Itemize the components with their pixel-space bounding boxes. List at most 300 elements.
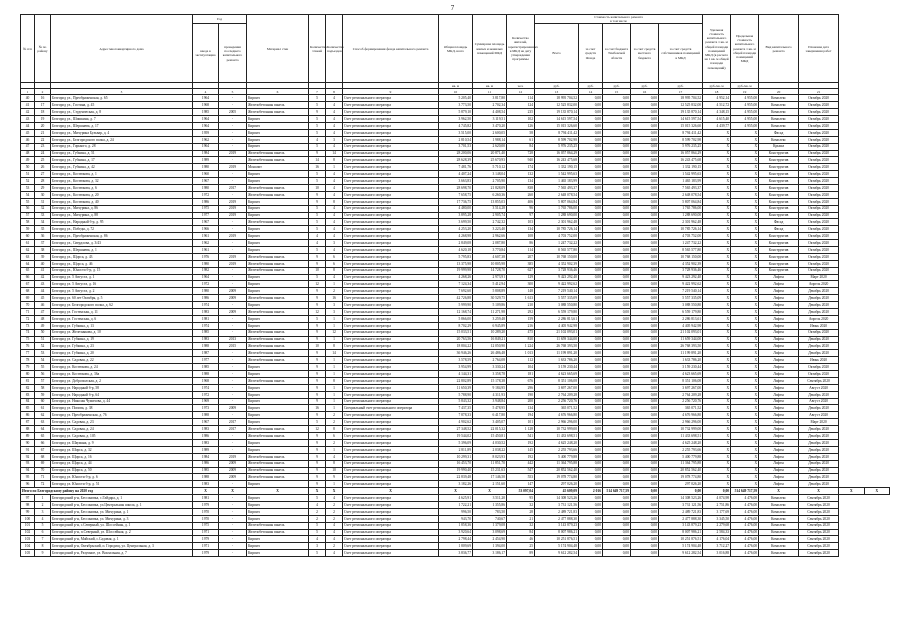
table-cell: 14 615 597,54 — [535, 116, 579, 123]
table-cell: Счет регионального оператора — [343, 143, 439, 150]
table-cell: 3 223,40 — [473, 226, 507, 233]
table-cell: 2 811,89 — [439, 446, 473, 453]
table-cell: 40 — [35, 260, 51, 267]
column-number-cell: 9 — [343, 89, 439, 95]
col-group-header: Год — [193, 15, 247, 24]
table-cell: 3 728 936,46 — [659, 267, 703, 274]
table-cell: 1979 — [193, 536, 219, 543]
table-cell: 26 — [35, 164, 51, 171]
table-cell: 0,00 — [579, 288, 603, 295]
table-cell: 101 — [21, 522, 35, 529]
table-cell: 22 802,89 — [439, 377, 473, 384]
table-cell: 15 231,63 — [473, 467, 507, 474]
table-cell: 0,00 — [579, 474, 603, 481]
table-cell: 1 013 — [507, 350, 535, 357]
table-cell: Белгородский р-н, Бессоновка, ул. Мичурина, д. 1 — [51, 508, 193, 515]
table-cell: 0,00 — [579, 136, 603, 143]
table-cell: 0,00 — [631, 439, 659, 446]
table-cell: Декабрь 2020 — [799, 439, 839, 446]
table-cell: 0,00 — [579, 309, 603, 316]
table-cell: 17 146,50 — [473, 474, 507, 481]
table-cell: 96 — [21, 481, 35, 488]
table-cell: 1983 — [193, 481, 219, 488]
table-cell: X — [731, 384, 759, 391]
table-cell: X — [703, 178, 731, 185]
table-cell: X — [731, 302, 759, 309]
table-row — [21, 150, 890, 157]
table-cell: 28 200,06 — [439, 150, 473, 157]
table-cell: 19 078 774,80 — [659, 474, 703, 481]
table-cell: 0,00 — [631, 405, 659, 412]
table-cell: X — [731, 260, 759, 267]
table-cell: 58 — [35, 384, 51, 391]
table-cell: 49 — [21, 157, 35, 164]
table-cell: 2019 — [219, 198, 247, 205]
table-cell: 2 620,00 — [473, 143, 507, 150]
table-cell: 1981 — [193, 495, 219, 502]
table-cell: Белгород ул. Губкина, д. 23 — [51, 343, 193, 350]
table-cell: 0,00 — [579, 419, 603, 426]
table-cell: Декабрь 2020 — [799, 343, 839, 350]
table-cell: Счет регионального оператора — [343, 302, 439, 309]
table-cell: X — [703, 184, 731, 191]
table-cell: Октябрь 2020 — [799, 212, 839, 219]
table-cell: Счет регионального оператора — [343, 384, 439, 391]
table-cell: - — [219, 122, 247, 129]
table-cell: 4 — [326, 191, 343, 198]
table-cell: 0,00 — [579, 171, 603, 178]
table-cell: 10 — [309, 267, 326, 274]
table-cell: Счет регионального оператора — [343, 116, 439, 123]
table-cell: Белгород ул. Щорса, д. 44 — [51, 460, 193, 467]
table-cell: 3 345,50 — [703, 515, 731, 522]
table-row — [21, 95, 890, 102]
table-cell: Конструктив — [759, 240, 799, 247]
table-cell: 93 — [21, 460, 35, 467]
table-cell: X — [703, 143, 731, 150]
table-cell: 53 097,04 — [507, 488, 535, 495]
table-cell: Счет регионального оператора — [343, 164, 439, 171]
table-cell: Счет регионального оператора — [343, 267, 439, 274]
table-cell: Кирпич — [247, 419, 309, 426]
table-cell: 4 — [326, 122, 343, 129]
table-cell: 20 852 562,40 — [535, 467, 579, 474]
table-cell: 207 — [507, 253, 535, 260]
table-cell: 0,00 — [603, 371, 631, 378]
table-cell: 97 — [21, 495, 35, 502]
table-cell: 101 — [507, 419, 535, 426]
table-cell: Счет регионального оператора — [343, 467, 439, 474]
table-cell: Железобетонная панель — [247, 460, 309, 467]
table-cell: 3 119,51 — [473, 116, 507, 123]
table-cell: X — [731, 191, 759, 198]
table-cell: X — [703, 329, 731, 336]
table-cell: 2005 — [219, 109, 247, 116]
table-cell: Лифты — [759, 281, 799, 288]
table-cell: 2 600,05 — [473, 129, 507, 136]
table-cell: 3 515,00 — [439, 129, 473, 136]
table-cell: 0,00 — [703, 488, 731, 495]
table-cell: Лифты — [759, 426, 799, 433]
table-cell: 0,00 — [631, 295, 659, 302]
table-row — [21, 226, 890, 233]
table-cell: Кирпич — [247, 371, 309, 378]
table-cell: Белгород ул., Костюкова, д. 20 — [51, 191, 193, 198]
table-cell: 32 — [507, 501, 535, 508]
table-cell: X — [731, 184, 759, 191]
table-cell: Октябрь 2020 — [799, 198, 839, 205]
table-cell: 4 311,93 — [473, 391, 507, 398]
table-cell: 2 489 721,83 — [659, 508, 703, 515]
col-header: Суммарная площадь жилых и нежилых помещений МКД — [473, 15, 507, 83]
table-cell: 3 186,17 — [473, 550, 507, 557]
table-cell: 4 480,00 — [439, 205, 473, 212]
table-cell: 0,00 — [579, 453, 603, 460]
table-cell: 44 — [21, 122, 35, 129]
table-cell: 1969 — [193, 398, 219, 405]
table-cell: 57 — [21, 212, 35, 219]
table-cell: Конструктив — [759, 178, 799, 185]
table-row — [21, 550, 890, 557]
table-header — [21, 15, 890, 95]
table-cell: Железобетонная панель — [247, 260, 309, 267]
table-cell: 4 405 942,98 — [659, 322, 703, 329]
table-cell: 1 542 995,63 — [659, 171, 703, 178]
table-cell: 0,00 — [603, 433, 631, 440]
table-cell: 0,00 — [603, 536, 631, 543]
table-cell: 7 219 540,14 — [659, 288, 703, 295]
table-cell: 940 — [507, 157, 535, 164]
table-cell: 2 905,74 — [473, 212, 507, 219]
table-cell: 19 999,98 — [439, 267, 473, 274]
table-cell: 4 952,14 — [703, 95, 731, 102]
table-cell: 3 731 121,56 — [659, 501, 703, 508]
table-cell: 1 — [326, 371, 343, 378]
table-row — [21, 288, 890, 295]
table-cell: 1984 — [193, 150, 219, 157]
table-cell: 1 722,21 — [439, 501, 473, 508]
table-cell: Кирпич — [247, 205, 309, 212]
table-cell: 7 — [35, 536, 51, 543]
table-cell: 0,00 — [579, 219, 603, 226]
table-cell: 19 544,02 — [439, 433, 473, 440]
table-cell: Комплекс — [759, 136, 799, 143]
table-cell: 1 — [326, 405, 343, 412]
table-cell: 2017 — [219, 426, 247, 433]
table-cell: Лифты — [759, 364, 799, 371]
table-cell: Лифты — [759, 467, 799, 474]
table-cell: 9 — [309, 198, 326, 205]
table-cell: Сентябрь 2020 — [799, 508, 839, 515]
table-cell: 1980 — [193, 288, 219, 295]
table-cell: X — [703, 343, 731, 350]
table-cell: 55 — [21, 198, 35, 205]
table-cell: 0,00 — [631, 315, 659, 322]
table-cell: Октябрь 2020 — [799, 157, 839, 164]
table-cell: 134 — [507, 405, 535, 412]
table-cell: 76 — [21, 343, 35, 350]
column-number-cell: 8 — [326, 89, 343, 95]
table-cell: Кирпич — [247, 495, 309, 502]
table-cell: 1980 — [193, 260, 219, 267]
table-cell: Кирпич — [247, 281, 309, 288]
table-cell: Октябрь 2020 — [799, 219, 839, 226]
table-cell: X — [731, 426, 759, 433]
table-cell: 0,00 — [631, 274, 659, 281]
table-cell: 1977 — [193, 212, 219, 219]
table-cell: 1 633 786,20 — [535, 357, 579, 364]
table-cell: 0,00 — [631, 247, 659, 254]
table-cell: 9 — [309, 295, 326, 302]
table-cell: 15 015 326,60 — [659, 122, 703, 129]
table-cell: 0,00 — [631, 481, 659, 488]
table-cell: 1 — [326, 164, 343, 171]
table-cell: 12 — [309, 281, 326, 288]
table-cell: 4 — [326, 233, 343, 240]
table-cell: Белгород ул. Попова, д. 38 — [51, 405, 193, 412]
table-cell: 0,00 — [631, 550, 659, 557]
table-cell: 0,00 — [603, 198, 631, 205]
table-cell: Белгород ул. Щорса, д. 16 — [51, 453, 193, 460]
table-cell: 2 742,32 — [473, 219, 507, 226]
table-cell: Счет регионального оператора — [343, 322, 439, 329]
table-cell: - — [219, 281, 247, 288]
table-row — [21, 164, 890, 171]
table-cell: 0,00 — [603, 309, 631, 316]
table-cell: 4 408,54 — [473, 109, 507, 116]
table-cell: 0,00 — [603, 446, 631, 453]
col-header: Адрес многоквартирного дома — [51, 15, 193, 83]
table-cell: Октябрь 2020 — [799, 205, 839, 212]
table-cell: Железобетонная панель — [247, 336, 309, 343]
table-cell: 20 763,56 — [439, 336, 473, 343]
table-cell: Лифты — [759, 377, 799, 384]
table-cell: 4 955,00 — [731, 122, 759, 129]
table-cell: 4 476,00 — [731, 550, 759, 557]
table-cell: 19 078 774,80 — [535, 474, 579, 481]
table-cell: 296 — [507, 384, 535, 391]
table-cell: - — [219, 515, 247, 522]
table-cell: 0,00 — [579, 529, 603, 536]
table-cell: 3 — [326, 309, 343, 316]
col-header: Количество подъездов — [326, 15, 343, 83]
table-cell: 49 — [35, 322, 51, 329]
table-cell: Лифты — [759, 315, 799, 322]
table-cell: 0,00 — [603, 129, 631, 136]
table-cell: 0,00 — [579, 329, 603, 336]
table-cell: X — [731, 129, 759, 136]
table-cell: 1986 — [193, 460, 219, 467]
table-cell: 0,00 — [631, 501, 659, 508]
table-cell: Счет регионального оператора — [343, 357, 439, 364]
table-cell: 1 379,08 — [473, 522, 507, 529]
table-row — [21, 419, 890, 426]
table-cell: 0,00 — [631, 95, 659, 102]
table-cell: 0,00 — [631, 302, 659, 309]
table-cell: X — [731, 164, 759, 171]
table-cell: 5 — [309, 495, 326, 502]
table-cell: 3 728 936,46 — [535, 267, 579, 274]
table-cell: Счет регионального оператора — [343, 260, 439, 267]
table-cell: 4 144,31 — [439, 371, 473, 378]
table-cell: 37 — [35, 240, 51, 247]
table-cell: 68 — [21, 288, 35, 295]
table-cell: 3 731 121,56 — [535, 501, 579, 508]
table-cell: 0,00 — [603, 384, 631, 391]
table-cell: 2 962,66 — [473, 233, 507, 240]
table-cell: 0,00 — [603, 343, 631, 350]
table-cell: 8 — [326, 460, 343, 467]
table-cell: 1988 — [193, 371, 219, 378]
table-cell: 2 454,90 — [473, 536, 507, 543]
table-cell: Декабрь 2020 — [799, 405, 839, 412]
table-cell: 5 — [309, 116, 326, 123]
table-cell: 1964 — [193, 122, 219, 129]
table-cell: 2 764 209,28 — [535, 391, 579, 398]
table-row — [21, 543, 890, 550]
table-cell: 0,00 — [603, 102, 631, 109]
table-cell: 18 — [35, 109, 51, 116]
table-cell: 63 — [21, 253, 35, 260]
table-cell: Сентябрь 2020 — [799, 501, 839, 508]
table-cell: 0,00 — [579, 184, 603, 191]
table-cell: 52 — [35, 343, 51, 350]
table-cell: 4 — [326, 143, 343, 150]
table-cell: 235 — [507, 109, 535, 116]
table-cell: 0,00 — [631, 309, 659, 316]
table-cell: 12 525 832,00 — [659, 102, 703, 109]
table-cell: Счет регионального оператора — [343, 212, 439, 219]
table-cell: Конструктив — [759, 184, 799, 191]
table-cell: 5 — [309, 274, 326, 281]
table-cell: 2019 — [219, 233, 247, 240]
table-cell: 9 — [309, 150, 326, 157]
table-cell: 6 — [326, 253, 343, 260]
table-cell: 0,00 — [631, 253, 659, 260]
table-cell: - — [219, 95, 247, 102]
table-cell: 0,00 — [631, 143, 659, 150]
table-cell: Счет регионального оператора — [343, 419, 439, 426]
table-cell: 3 330,24 — [473, 364, 507, 371]
table-cell: X — [731, 377, 759, 384]
table-cell: 1986 — [193, 295, 219, 302]
table-cell: 0,00 — [631, 377, 659, 384]
table-cell: 0,00 — [579, 433, 603, 440]
table-cell: X — [731, 178, 759, 185]
table-row — [21, 240, 890, 247]
table-cell: 174 — [507, 164, 535, 171]
table-cell: X — [703, 309, 731, 316]
table-cell: X — [731, 398, 759, 405]
table-cell: 5 — [309, 212, 326, 219]
table-cell: 1986 — [193, 198, 219, 205]
table-cell: 10 732 999,00 — [659, 426, 703, 433]
column-number-cell: 18 — [703, 89, 731, 95]
table-cell: 4 902,62 — [439, 419, 473, 426]
col-group-header — [535, 15, 703, 24]
table-cell: 8 565 577,80 — [659, 247, 703, 254]
table-cell: Лифты — [759, 439, 799, 446]
table-cell: 385 — [507, 260, 535, 267]
table-cell: Железобетонная панель — [247, 529, 309, 536]
table-cell: 48 — [35, 315, 51, 322]
table-cell: 6 417,80 — [473, 412, 507, 419]
table-cell: 0,00 — [579, 364, 603, 371]
col-header: Удельная стоимость капитального ремонта 1 кв. м общей площади помещений МКД (в расчете на 1 кв. м общей площади помещений) — [703, 15, 731, 83]
table-cell: 4 — [309, 501, 326, 508]
table-cell: 194 — [507, 412, 535, 419]
table-cell: Белгород ул. 5 Августа, д. 2 — [51, 288, 193, 295]
table-cell: Белгород ул. Губкина, д. 20 — [51, 350, 193, 357]
table-cell: Кирпич — [247, 233, 309, 240]
table-row — [21, 433, 890, 440]
table-cell: 0,00 — [579, 446, 603, 453]
table-cell: Август 2020 — [799, 412, 839, 419]
table-cell: 9 423 292,40 — [535, 274, 579, 281]
table-cell: 8 — [326, 198, 343, 205]
table-cell: Октябрь 2020 — [799, 260, 839, 267]
table-cell: Лифты — [759, 433, 799, 440]
table-cell: 2009 — [219, 288, 247, 295]
table-cell: 0,00 — [579, 550, 603, 557]
table-cell: 210 — [507, 302, 535, 309]
table-cell: X — [731, 136, 759, 143]
table-cell: 30 529,75 — [473, 295, 507, 302]
table-cell: 4 625 248,20 — [659, 439, 703, 446]
table-cell: 16 — [309, 164, 326, 171]
table-cell: 3 143 879,23 — [535, 522, 579, 529]
table-cell: Счет регионального оператора — [343, 233, 439, 240]
table-cell: 42 — [21, 109, 35, 116]
table-cell: Счет регионального оператора — [343, 309, 439, 316]
table-cell: 3 098,69 — [473, 529, 507, 536]
table-cell: Лифты — [759, 391, 799, 398]
table-cell: X — [703, 391, 731, 398]
table-cell: X — [703, 157, 731, 164]
table-cell: 0,00 — [579, 357, 603, 364]
table-row — [21, 136, 890, 143]
table-cell: 84 — [507, 143, 535, 150]
table-cell: 0,00 — [603, 364, 631, 371]
table-cell: 46 — [35, 302, 51, 309]
column-number-cell: 14 — [579, 89, 603, 95]
table-cell: Конструктив — [759, 233, 799, 240]
table-cell: 0,00 — [631, 171, 659, 178]
column-number-cell: 20 — [759, 89, 799, 95]
table-cell: 3 259,48 — [473, 315, 507, 322]
table-cell: 14 — [326, 350, 343, 357]
table-cell: 91 — [21, 446, 35, 453]
table-cell: 0,00 — [603, 550, 631, 557]
table-row — [21, 129, 890, 136]
table-cell: 5 807 064,84 — [535, 198, 579, 205]
table-cell: Белгород ул. Садовая, д. 23 — [51, 419, 193, 426]
table-cell: 47 — [21, 143, 35, 150]
table-cell: 3 948,84 — [473, 398, 507, 405]
table-cell: 27 348,52 — [439, 426, 473, 433]
table-cell: 0,00 — [659, 488, 703, 495]
table-cell: 43 — [35, 281, 51, 288]
col-header: Всего — [535, 24, 579, 83]
table-cell: 3 770,84 — [473, 247, 507, 254]
table-cell: 0,00 — [579, 543, 603, 550]
table-cell: 4 703 752,00 — [659, 233, 703, 240]
table-cell: 1967 — [193, 178, 219, 185]
table-cell: 42 — [35, 274, 51, 281]
table-cell: 12 — [326, 329, 343, 336]
table-cell: 5 — [309, 102, 326, 109]
table-cell: Железобетонная панель — [247, 329, 309, 336]
